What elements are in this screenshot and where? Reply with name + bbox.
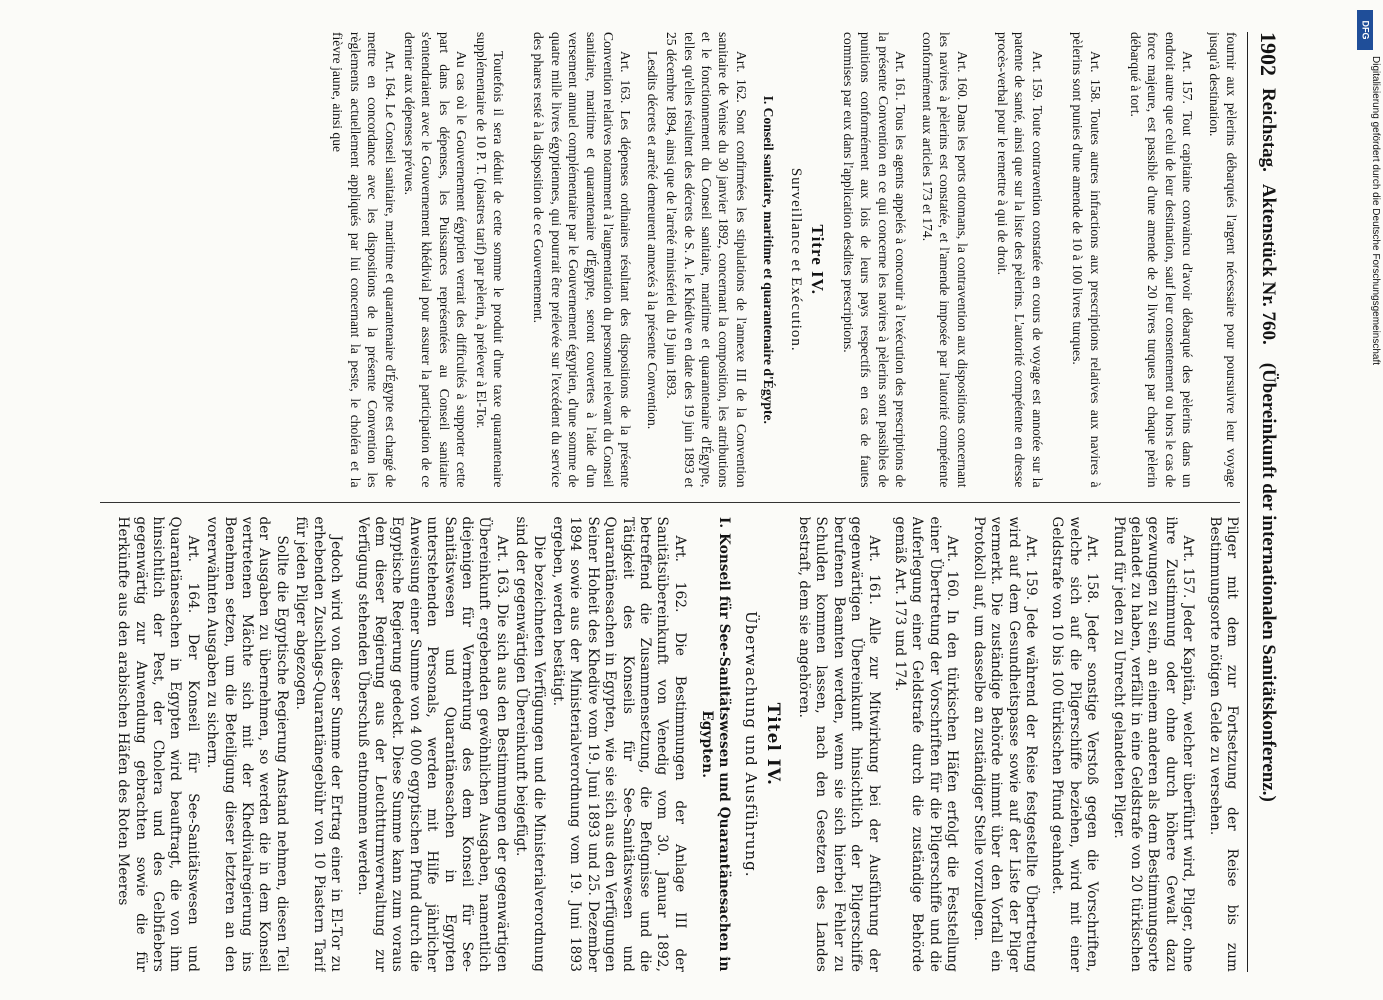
page-header [1247, 32, 1288, 972]
institution-name: Reichstag. [1258, 88, 1279, 172]
digitization-note-text: Digitalisierung gefördert durch die Deutsche Forschungsgemeinschaft [1370, 56, 1381, 366]
fr-article-160: Art. 160. Dans les ports ottomans, la contravention aux dispositions concernant les navires à pèlerins est constatée, et l'amende imposée par l'autorité compétente conformément aux articles 173 et 174. [919, 32, 970, 488]
fr-paragraph: Au cas où le Gouvernement égyptien verrait des difficultés à supporter cette part dans les dépenses, les Puissances représentées au Conseil sanitaire s'entendraient avec le Gouvernement khédivial pour assurer la participation de ce dernier aux dépenses prévues. [401, 32, 470, 488]
de-paragraph: Sollte die Egyptische Regierung Anstand nehmen, diesen Teil der Ausgaben zu übernehmen, so werden die in dem Konseil vertretenen Mächte sich mit der Khedivialregierung ins Benehmen setzen, um die Beteiligung dieser letzteren an den vorerwähnten Ausgaben zu sichern. [204, 516, 290, 972]
fr-article-162: Art. 162. Sont confirmées les stipulations de l'annexe III de la Convention sanitaire de Venise du 30 janvier 1892, concernant la composition, les attributions et le fonctionnement du Conseil sanitaire, maritime et quarantenaire d'Égypte, telles qu'elles résultent des décrets de S. A. le Khédive en date des 19 juin 1893 et 25 décembre 1894, ainsi que de l'arrêté ministériel du 19 juin 1893. [664, 32, 749, 488]
de-article-157: Art. 157. Jeder Kapitän, welcher überführt wird, Pilger, ohne ihre Zustimmung oder ohne durch höhere Gewalt dazu gezwungen zu sein, an einem anderen als dem Bestimmungsorte gelandet zu haben, verfällt in eine Geldstrafe von 20 türkischen Pfund für jeden zu Unrecht gelandeten Pilger. [1110, 516, 1197, 972]
de-titel-subheading: Überwachung und Ausführung. [742, 611, 761, 878]
fr-titre-heading: Titre IV. [807, 224, 827, 295]
de-article-163: Art. 163. Die sich aus den Bestimmungen der gegenwärtigen Übereinkunft ergebenden gewöhnlichen Ausgaben, namentlich diejenigen für Vermehrung des dem Konseil für See-Sanitätswesen und Quarantänesachen in Egypten unterstehenden Personals, werden mit Hilfe jährlicher Anweisung einer Summe von 4 000 egyptischen Pfund durch die Egyptische Regierung gedeckt. Diese Summe kann zum voraus dem dieser Regierung aus der Leuchtturmverwaltung zur Verfügung stehenden Überschuß entnommen werden. [354, 516, 510, 972]
fr-section-heading: I. Conseil sanitaire, maritime et quarantenaire d'Égypte. [760, 95, 776, 424]
de-paragraph: Jedoch wird von dieser Summe der Ertrag einer in El-Tor zu erhebenden Zuschlags-Quarantänegebühr von 10 Piastern Tarif für jeden Pilger abgezogen. [293, 516, 345, 972]
column-divider [100, 502, 1240, 503]
fr-paragraph: Toutefois il sera déduit de cette somme le produit d'une taxe quarantenaire supplémentaire de 10 P. T. (piastres tarif) par pèlerin, à prélever à El-Tor. [473, 32, 506, 488]
fr-paragraph: Lesdits décrets et arrêté demeurent annexés à la présente Convention. [644, 51, 660, 430]
fr-article-158: Art. 158. Toutes autres infractions aux prescriptions relatives aux navires à pèlerins sont punies d'une amende de 10 à 100 livres turques. [1070, 32, 1103, 488]
text-columns [100, 32, 1240, 972]
de-article-161: Art. 161. Alle zur Mitwirkung bei der Ausführung der gegenwärtigen Übereinkunft hinsichtlich der Pilgerschiffe berufenen Beamten werden, wenn sie sich hierbei Fehler zu Schulden kommen lassen, nach den Gesetzen des Landes bestraft, dem sie angehören. [796, 516, 882, 972]
fr-article-159: Art. 159. Toute contravention constatée en cours de voyage est annotée sur la patente de santé, ainsi que sur la liste des pèlerins. L'autorité compétente en dresse procès-verbal pour le remettre à qui de droit. [994, 32, 1045, 488]
de-article-158: Art. 158. Jeder sonstige Verstoß gegen die Vorschriften, welche sich auf die Pilgerschiffe beziehen, wird mit einer Geldstrafe von 10 bis 100 türkischen Pfund geahndet. [1049, 516, 1101, 972]
digitization-note [1369, 56, 1381, 996]
fr-titre-subheading: Surveillance et Exécution. [788, 167, 805, 352]
fr-article-161: Art. 161. Tous les agents appelés à concourir à l'exécution des prescriptions de la présente Convention en ce qui concerne les navires à pèlerins sont passibles de punitions conformément aux lois de leurs pays respectifs en cas de fautes commises par eux dans l'application desdites prescriptions. [841, 32, 909, 488]
page-number: 1902 [1256, 32, 1281, 76]
de-section-heading: I. Konseil für See-Sanitätswesen und Quarantänesachen in Egypten. [698, 516, 732, 972]
fr-paragraph: fournir aux pèlerins débarqués l'argent nécessaire pour poursuivre leur voyage jusqu'à destination. [1206, 32, 1239, 488]
de-paragraph: Pilger mit dem zur Fortsetzung der Reise bis zum Bestimmungsorte nötigen Gelde zu versehen. [1206, 516, 1240, 972]
fr-article-157: Art. 157. Tout capitaine convaincu d'avoir débarqué des pèlerins dans un endroit autre que celui de leur destination, sauf leur consentement ou hors le cas de force majeure, est passible d'une amende de 20 livres turques par chaque pèlerin débarqué à tort. [1127, 32, 1196, 488]
page-title: (Übereinkunft der internationalen Sanitätskonferenz.) [1258, 362, 1279, 802]
document-page [98, 32, 1288, 972]
attachment-number: Aktenstück Nr. 760. [1258, 183, 1279, 345]
german-column [100, 517, 1240, 973]
de-paragraph: Die bezeichneten Verfügungen und die Ministerialverordnung sind der gegenwärtigen Übereinkunft beigefügt. [513, 516, 547, 972]
fr-article-163: Art. 163. Les dépenses ordinaires résultant des dispositions de la présente Convention relatives notamment à l'augmentation du personnel relevant du Conseil sanitaire, maritime et quarantenaire d'Égypte, seront couvertes à l'aide d'un versement annuel complémentaire par le Gouvernement égyptien, d'une somme de quatre mille livres égyptiennes, qui pourrait être prélevée sur l'excédent du service des phares resté à la disposition de ce Gouvernement. [531, 32, 634, 488]
fr-article-164: Art. 164. Le Conseil sanitaire, maritime et quarantenaire d'Égypte est chargé de mettre en concordance avec les dispositions de la présente Convention les règlements actuellement appliqués par lui concernant la peste, le choléra et la fièvre jaune, ainsi que [330, 32, 398, 488]
de-article-162: Art. 162. Die Bestimmungen der Anlage III der Sanitätsübereinkunft von Venedig vom 30. Januar 1892, betreffend die Zusammensetzung, die Befugnisse und die Tätigkeit des Konseils für See-Sanitätswesen und Quarantänesachen in Egypten, wie sie sich aus den Verfügungen Seiner Hoheit des Khedive vom 19. Juni 1893 und 25. Dezember 1894 sowie aus der Ministerialverordnung vom 19. Juni 1893 ergeben, werden bestätigt. [550, 516, 688, 972]
french-column [100, 32, 1240, 488]
de-article-160: Art. 160. In den türkischen Häfen erfolgt die Feststellung einer Übertretung der Vorschriften für die Pilgerschiffe und die Auferlegung einer Geldstrafe durch die zuständige Behörde gemäß Art. 173 und 174. [892, 516, 961, 972]
de-article-159: Art. 159. Jede während der Reise festgestellte Übertretung wird auf dem Gesundheitspasse sowie auf der Liste der Pilger vermerkt. Die zuständige Behörde nimmt über den Vorfall ein Protokoll auf, um dasselbe an zuständiger Stelle vorzulegen. [970, 516, 1039, 972]
dfg-logo-text: DFG [1360, 20, 1370, 40]
de-titel-heading: Titel IV. [762, 702, 783, 786]
de-article-164: Art. 164. Der Konseil für See-Sanitätswesen und Quarantänesachen in Egypten wird beauftragt, die von ihm hinsichtlich der Pest, der Cholera und des Gelbfiebers gegenwärtig zur Anwendung gebrachten sowie die für Herkünfte aus den arabischen Häfen des Roten Meeres [115, 516, 201, 972]
dfg-logo [1357, 10, 1373, 50]
